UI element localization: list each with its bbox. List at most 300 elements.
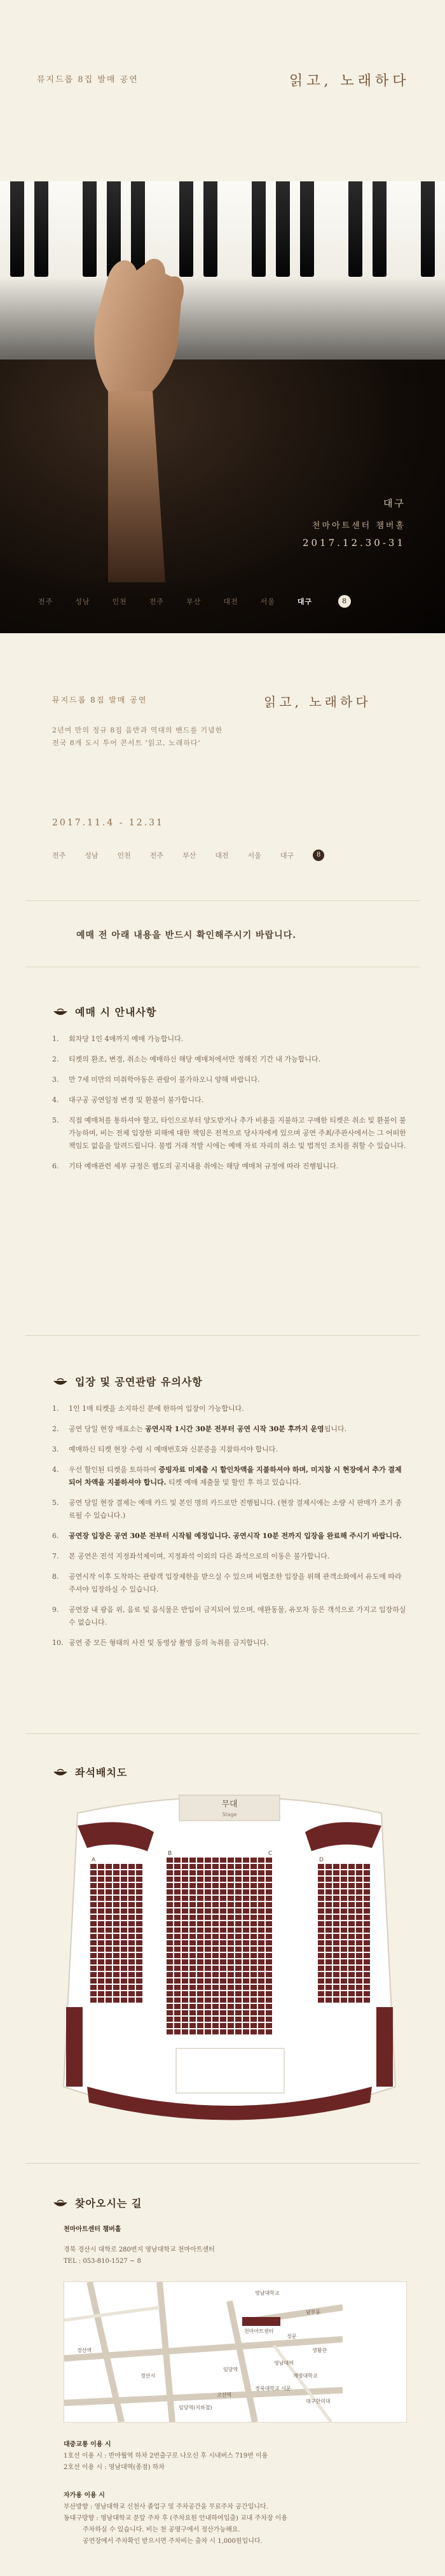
seat [250,1966,257,1971]
seat [189,1921,196,1926]
seat [106,1921,112,1926]
seat [318,1921,324,1926]
seat [167,1915,173,1920]
seat [325,1877,332,1882]
seat [121,1908,127,1914]
seat [106,1883,112,1888]
seat [182,1928,188,1933]
seat [136,1972,142,1977]
seat [174,1966,181,1971]
seat [167,1870,173,1875]
map-label: 남부동 [306,2309,321,2315]
hero-subtitle: 뮤지드롭 8집 발매 공연 [37,75,139,85]
seat [212,1921,219,1926]
seat [228,1902,234,1907]
seat [174,2004,181,2009]
seat [348,1902,355,1907]
seat [356,1966,362,1971]
seat [189,2017,196,2022]
seat [325,1889,332,1894]
city-tab[interactable]: 서울 [260,598,275,606]
seat [212,1896,219,1901]
seat [341,1921,347,1926]
seat [98,1947,104,1952]
seat-block-side-left [66,2007,83,2087]
seat [189,2004,196,2009]
seat [167,1908,173,1914]
booking-item: 4. 대구공 공연일정 변경 및 환불이 불가합니다. [52,1096,204,1104]
seat [220,1953,226,1958]
seat [174,1883,181,1888]
seat [258,1902,264,1907]
seat [113,1998,120,2003]
notice-text: 예매 전 아래 내용을 반드시 확인해주시기 바랍니다. [76,930,297,941]
seat [189,2023,196,2028]
booking-item: 2. 티켓의 환조, 변경, 취소는 예매하신 해당 예매처에서만 정해진 기간 내 가능합니다. [52,1055,321,1063]
seat [182,1991,188,1996]
seat [318,1889,324,1894]
info-subtitle: 뮤지드롭 8집 발매 공연 [52,696,147,704]
seat [348,1972,355,1977]
seat [220,1934,226,1939]
seat [136,1928,142,1933]
seat [356,1864,362,1869]
seat [341,1928,347,1933]
seat [197,2004,203,2009]
seat [90,1915,97,1920]
seat [205,1908,211,1914]
seat [250,1998,257,2003]
city-tab[interactable]: 성남 [75,598,90,606]
seat [341,1972,347,1977]
seat [348,1877,355,1882]
seat [136,1896,142,1901]
venue-marker [242,2317,280,2326]
seat [174,1915,181,1920]
city-tab[interactable]: 부산 [186,598,202,606]
stage-label-en: Stage [222,1812,237,1817]
city-label[interactable]: 대전 [215,851,229,860]
seat [90,1928,97,1933]
subway-title: 대중교통 이용 시 [64,2441,111,2448]
seat [243,1921,249,1926]
seat [348,1928,355,1933]
seat [235,1889,242,1894]
seat [356,1998,362,2003]
seat [243,1864,249,1869]
seat [113,1896,120,1901]
seat [189,1889,196,1894]
seat [167,1998,173,2003]
seat [182,2029,188,2034]
seat [235,2004,242,2009]
seat [182,1998,188,2003]
seat [250,1908,257,1914]
seat [167,1966,173,1971]
seat [90,1864,97,1869]
seat [106,1870,112,1875]
seat [136,1940,142,1945]
seat [341,1966,347,1971]
seat [243,1928,249,1933]
seat [189,2010,196,2015]
seat [205,2017,211,2022]
seat [212,1889,219,1894]
seat [228,2010,234,2015]
seat [258,2004,264,2009]
seat [258,1934,264,1939]
seat [113,1940,120,1945]
venue-tel[interactable]: TEL : 053-810-1527 ~ 8 [64,2258,141,2265]
seat [266,1915,272,1920]
seat [266,1940,272,1945]
hero-header [0,0,445,181]
seat [228,1858,234,1863]
seat [90,1902,97,1907]
black-key [252,181,266,277]
seat [266,1947,272,1952]
seat [333,1864,339,1869]
seat [205,1902,211,1907]
seat [205,1934,211,1939]
seat [235,1928,242,1933]
seat [243,1902,249,1907]
city-tab[interactable]: 인천 [112,598,127,606]
seat [205,1889,211,1894]
seat [90,1870,97,1875]
hero-city-bar [0,582,445,620]
seat [348,1864,355,1869]
booking-item: 5. 직접 예매처를 통하셔야 할고, 타인으로부터 양도받거나 추가 비용을 지불하고 구매한 티켓은 취소 및 환불이 불가능하며, 비는 전체 입장한 피해에 대한 책임은 전적으로 당사자에게 있으며 공연 주최/주관사에서는 그 어떠한 책임도 없음을 알려드립니다. 불법 거래 적발 시에는 예매 자료 자리의 취소 및 법적인 조치를 취할 수 있습니다. [52,1116,406,1150]
city-label[interactable]: 대구 [280,851,294,860]
seat [243,2029,249,2034]
seat [318,1915,324,1920]
seat [90,1966,97,1971]
entry-list [52,1403,407,1649]
seat [189,1991,196,1996]
seat [266,1953,272,1958]
seat [90,1940,97,1945]
seat [356,1896,362,1901]
seat [167,2004,173,2009]
section-title [52,2195,407,2210]
seat [167,1991,173,1996]
seat [205,1959,211,1964]
seat [348,1921,355,1926]
seat [228,1972,234,1977]
seat [121,1877,127,1882]
city-label[interactable]: 성남 [85,851,99,860]
entry-item: 8. 공연시작 이후 도착하는 관람객 입장제한을 받으실 수 있으며 비협조한 입장을 위해 관객소화에서 유도에 따라주셔야 입장하실 수 있습니다. [52,1572,402,1593]
seat [167,1858,173,1863]
seat [212,1959,219,1964]
seat [189,1883,196,1888]
booking-section [0,967,445,1335]
seat [341,1998,347,2003]
seat [341,1889,347,1894]
seat [98,1928,104,1933]
seat [113,1908,120,1914]
seat [266,1991,272,1996]
seat [258,1978,264,1984]
seat [212,1864,219,1869]
map-label: 대구한의대 [306,2398,331,2404]
entry-item: 2. 공연 당일 현장 매표소는 공연시작 1시간 30분 전부터 공연 시작 30분 후까지 운영됩니다. [52,1425,347,1433]
city-tab[interactable]: 전주 [38,598,53,606]
seat [258,1908,264,1914]
seat [228,2017,234,2022]
seat [266,2017,272,2022]
seat [364,1902,370,1907]
seat [189,1934,196,1939]
seat [318,1966,324,1971]
seat [356,1928,362,1933]
seat [174,2029,181,2034]
seat [189,1985,196,1990]
seat [136,1998,142,2003]
seat [212,1915,219,1920]
seat [167,2017,173,2022]
map-label: 임당역(지하철) [179,2405,212,2411]
seat [182,1959,188,1964]
seat [364,1953,370,1958]
black-key [276,181,290,277]
seat [167,2010,173,2015]
city-label[interactable]: 부산 [182,851,196,860]
seat [128,1921,135,1926]
seat [235,1972,242,1977]
seat [333,1902,339,1907]
seat [325,1978,332,1984]
seat [341,1908,347,1914]
seat [220,2010,226,2015]
seat [197,2023,203,2028]
seat [250,1985,257,1990]
seat [106,1978,112,1984]
seat [128,1928,135,1933]
seat [364,1870,370,1875]
seat [174,1972,181,1977]
seat [243,1953,249,1958]
seat [197,1966,203,1971]
entry-item: 3. 예매하신 티켓 현장 수령 시 예매번호와 신분증을 지참하셔야 합니다. [52,1445,278,1453]
map-label: 경산시 [140,2373,156,2379]
city-label[interactable]: 전주 [52,851,66,860]
tour-period: 2017.11.4 - 12.31 [52,818,164,828]
seat [228,1889,234,1894]
seat [258,1953,264,1958]
seat [220,1966,226,1971]
seat [235,1985,242,1990]
seat [341,1915,347,1920]
city-tab-active[interactable]: 대구 [297,598,313,606]
seat [167,2023,173,2028]
seat [212,1883,219,1888]
seat [235,1883,242,1888]
seat [167,1883,173,1888]
black-key [300,181,314,277]
seat [235,1934,242,1939]
city-tab[interactable]: 대전 [223,598,238,606]
seat [197,2017,203,2022]
seat [106,1998,112,2003]
entry-item: 4. 우선 할인된 티켓을 토하하여 증빙자료 미제출 시 할인차액을 지불하셔야 하며, 미지참 시 현장에서 추가 결제되어 차액을 지불하셔야 합니다. 티켓 예매 제출물 및 할인 후 하고 있습니다. [52,1466,402,1487]
seat [189,1966,196,1971]
seat [250,1870,257,1875]
seat [212,2023,219,2028]
seat [167,1934,173,1939]
seat [243,1889,249,1894]
seat [174,1991,181,1996]
seat [113,1966,120,1971]
seat [136,1870,142,1875]
seat [266,2029,272,2034]
seat [364,1972,370,1977]
seat [174,1889,181,1894]
seat [205,1915,211,1920]
seat [121,1870,127,1875]
seat [341,1991,347,1996]
seat [182,1870,188,1875]
seat [220,1908,226,1914]
seat [348,1870,355,1875]
seat [98,1998,104,2003]
seat [220,1978,226,1984]
seat [325,1953,332,1958]
bowl-icon [52,1768,69,1777]
seat [258,1921,264,1926]
entry-section [0,1336,445,1733]
city-label[interactable]: 서울 [247,851,261,860]
seat [197,1991,203,1996]
seat [174,1934,181,1939]
seat-block-label: A [92,1857,96,1863]
seat [333,1998,339,2003]
seat [121,1953,127,1958]
seat [98,1889,104,1894]
seat [174,2010,181,2015]
seat [266,1889,272,1894]
hero-title: 읽고, 노래하다 [289,73,410,89]
seat [106,1928,112,1933]
seat [341,1864,347,1869]
seat [212,1870,219,1875]
seat [205,1972,211,1977]
map-label: 천마아트센터 [244,2328,274,2334]
city-tab[interactable]: 전주 [149,598,165,606]
seat [189,1947,196,1952]
seat [243,1978,249,1984]
seat [333,1972,339,1977]
seat [266,1966,272,1971]
seat [167,1896,173,1901]
seat [235,1864,242,1869]
map-label: 정문 [287,2334,297,2339]
seat [128,1966,135,1971]
seat [106,1864,112,1869]
seat [348,1940,355,1945]
entry-item: 5. 공연 당일 현장 결제는 예매 카드 및 본인 명의 카드로만 진행됩니다. (현장 결제시에는 소량 시 판매가 조기 종료될 수 있습니다.) [52,1499,402,1520]
seat [258,1858,264,1863]
seat [341,1883,347,1888]
seat [182,1902,188,1907]
seat [235,2023,242,2028]
city-label[interactable]: 전주 [149,851,164,860]
city-label[interactable]: 인천 [117,851,131,860]
seat [235,1953,242,1958]
seat [325,1947,332,1952]
seat [205,1896,211,1901]
seat [325,1902,332,1907]
seat [189,1896,196,1901]
map-label: 계명대학교 [293,2373,318,2379]
seat [121,1998,127,2003]
seat [235,1959,242,1964]
seat [98,1959,104,1964]
seat [182,2010,188,2015]
seat [258,1972,264,1977]
seat [128,1985,135,1990]
seat [220,1889,226,1894]
seat [136,1864,142,1869]
seat [106,1972,112,1977]
seat [356,1921,362,1926]
location-map[interactable] [64,2281,407,2423]
seat [167,1921,173,1926]
seat [364,1998,370,2003]
seat [243,1858,249,1863]
seat [212,1978,219,1984]
map-label: 생활관 [312,2348,327,2353]
seat [136,1991,142,1996]
seat [212,1966,219,1971]
seat [174,2023,181,2028]
seat [136,1877,142,1882]
seat [266,1972,272,1977]
seat [106,1908,112,1914]
seat [266,1928,272,1933]
seat [318,1940,324,1945]
seat [364,1959,370,1964]
seat [106,1985,112,1990]
seat [364,1978,370,1984]
seat [90,1998,97,2003]
seat [348,1883,355,1888]
city-count-badge: 8 [313,850,324,861]
seat [197,1921,203,1926]
seat [364,1991,370,1996]
seat [250,2029,257,2034]
seat [333,1883,339,1888]
black-key [421,181,435,277]
seat-block-label: B [168,1851,172,1857]
black-key [348,181,362,277]
seat [333,1908,339,1914]
seat [318,1934,324,1939]
seat [174,1870,181,1875]
seat [197,1870,203,1875]
black-key [10,181,24,277]
seat [182,1940,188,1945]
seat [205,1998,211,2003]
seat [136,1902,142,1907]
seat [258,1864,264,1869]
seat [318,1928,324,1933]
hand-image [70,251,216,582]
seat [235,1908,242,1914]
seat [258,2023,264,2028]
seat [243,2004,249,2009]
